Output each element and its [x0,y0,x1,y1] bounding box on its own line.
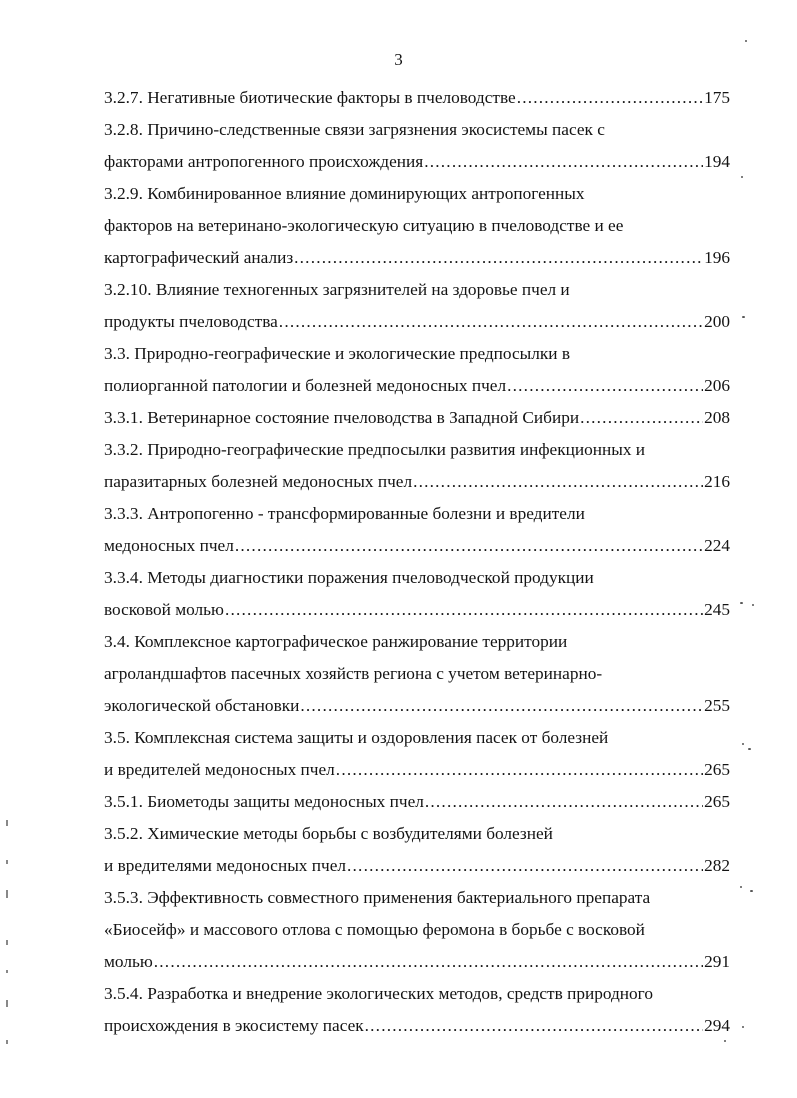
dot-leader [294,242,703,274]
scan-speck [742,743,744,745]
toc-entry-text: 3.3.2. Природно-географические предпосылки развития инфекционных и [104,440,646,459]
toc-entry-text: экологической обстановки [104,696,300,715]
toc-line [104,530,730,562]
toc-entry-text: 3.5.4. Разработка и внедрение экологических методов, средств природного [104,984,653,1003]
toc-entry-text: молью [104,952,153,971]
toc-line [104,594,730,626]
dot-leader [154,946,703,978]
toc-entry-text: картографический анализ [104,248,294,267]
toc-entry-text: паразитарных болезней медоносных пчел [104,472,413,491]
toc-line [104,114,730,146]
dot-leader [235,530,703,562]
toc-entry-text: продукты пчеловодства [104,312,278,331]
scan-edge-marks [6,820,8,1070]
dot-leader [425,786,703,818]
toc-line [104,978,730,1010]
toc-line [104,338,730,370]
toc-line [104,946,730,978]
toc-page-number: 206 [704,376,730,395]
scan-speck [740,886,742,888]
dot-leader [507,370,703,402]
toc-entry-text: полиорганной патологии и болезней медоносных пчел [104,376,507,395]
toc-entry-text: 3.2.8. Причино-следственные связи загрязнения экосистемы пасек с [104,120,605,139]
toc-line [104,498,730,530]
toc-page-number: 255 [704,696,730,715]
toc-line [104,1010,730,1042]
toc-page-number: 196 [704,248,730,267]
toc-page-number: 194 [704,152,730,171]
scan-speck [742,316,745,318]
toc-entry-text: факторов на ветеринано-экологическую ситуацию в пчеловодстве и ее [104,216,624,235]
toc-line [104,82,730,114]
toc-page-number: 265 [704,760,730,779]
toc-line [104,306,730,338]
scan-speck [745,40,747,42]
toc-entry-text: 3.4. Комплексное картографическое ранжирование территории [104,632,568,651]
dot-leader [347,850,703,882]
toc-entry-text: медоносных пчел [104,536,234,555]
toc-entry-text: 3.3.4. Методы диагностики поражения пчеловодческой продукции [104,568,594,587]
toc-line [104,722,730,754]
toc-line [104,178,730,210]
scan-speck [724,1040,726,1042]
toc-entry-text: 3.3.1. Ветеринарное состояние пчеловодства в Западной Сибири [104,408,580,427]
toc-line [104,818,730,850]
toc-entry-text: 3.2.10. Влияние техногенных загрязнителей на здоровье пчел и [104,280,570,299]
toc-line [104,402,730,434]
toc-line [104,242,730,274]
toc-line [104,786,730,818]
toc-line [104,466,730,498]
page-number: 3 [394,50,403,69]
toc-page-number: 224 [704,536,730,555]
toc-page-number: 208 [704,408,730,427]
scan-speck [740,602,743,604]
scan-speck [752,604,754,606]
toc-line [104,146,730,178]
toc-entry-text: и вредителей медоносных пчел [104,760,335,779]
toc-line [104,626,730,658]
toc-page-number: 200 [704,312,730,331]
toc-entry-text: факторами антропогенного происхождения [104,152,424,171]
toc-line [104,850,730,882]
toc-entry-text: восковой молью [104,600,224,619]
toc-entry-text: 3.5.1. Биометоды защиты медоносных пчел [104,792,424,811]
toc-line [104,434,730,466]
dot-leader [517,82,703,114]
scan-speck [742,1026,744,1028]
toc-page-number: 245 [704,600,730,619]
dot-leader [336,754,703,786]
dot-leader [300,690,703,722]
dot-leader [424,146,703,178]
scan-speck [748,748,751,750]
dot-leader [365,1010,703,1042]
dot-leader [413,466,703,498]
toc-entry-text: «Биосейф» и массового отлова с помощью феромона в борьбе с восковой [104,920,645,939]
toc-line [104,658,730,690]
table-of-contents [104,82,730,1042]
toc-page-number: 265 [704,792,730,811]
dot-leader [279,306,703,338]
toc-entry-text: 3.5.3. Эффективность совместного применения бактериального препарата [104,888,651,907]
toc-line [104,754,730,786]
toc-page-number: 294 [704,1016,730,1035]
toc-entry-text: 3.2.7. Негативные биотические факторы в пчеловодстве [104,88,516,107]
toc-page-number: 175 [704,88,730,107]
toc-entry-text: агроландшафтов пасечных хозяйств региона с учетом ветеринарно- [104,664,603,683]
toc-line [104,370,730,402]
toc-entry-text: 3.3. Природно-географические и экологические предпосылки в [104,344,571,363]
dot-leader [225,594,703,626]
dot-leader [580,402,703,434]
toc-line [104,882,730,914]
toc-entry-text: 3.2.9. Комбинированное влияние доминирующих антропогенных [104,184,585,203]
toc-line [104,210,730,242]
toc-entry-text: происхождения в экосистему пасек [104,1016,364,1035]
toc-line [104,690,730,722]
toc-entry-text: 3.5. Комплексная система защиты и оздоровления пасек от болезней [104,728,609,747]
toc-line [104,914,730,946]
toc-entry-text: и вредителями медоносных пчел [104,856,347,875]
scan-speck [750,890,753,892]
toc-entry-text: 3.3.3. Антропогенно - трансформированные болезни и вредители [104,504,585,523]
toc-entry-text: 3.5.2. Химические методы борьбы с возбудителями болезней [104,824,553,843]
toc-line [104,562,730,594]
toc-line [104,274,730,306]
toc-page-number: 291 [704,952,730,971]
toc-page-number: 282 [704,856,730,875]
toc-page-number: 216 [704,472,730,491]
scan-speck [741,176,743,178]
